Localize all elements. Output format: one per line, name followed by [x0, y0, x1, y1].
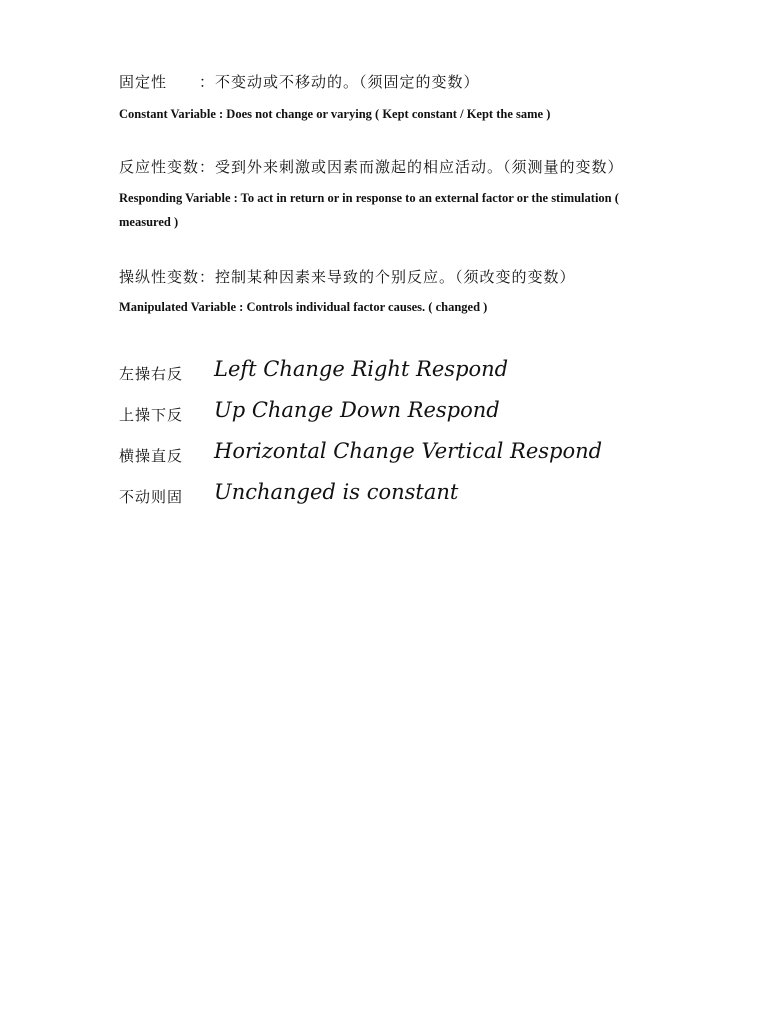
mnemonic-chinese: 上操下反: [119, 406, 184, 424]
mnemonic-chinese: 左操右反: [119, 365, 184, 383]
manipulated-variable-english: Manipulated Variable : Controls individual factor causes. ( changed ): [119, 300, 488, 314]
constant-variable-chinese: 固定性 ：不变动或不移动的。（须固定的变数）: [119, 73, 480, 91]
mnemonic-english: Horizontal Change Vertical Respond: [214, 439, 603, 463]
mnemonic-english: Left Change Right Respond: [214, 357, 509, 381]
mnemonic-english: Unchanged is constant: [214, 480, 459, 504]
manipulated-variable-chinese: 操纵性变数：控制某种因素来导致的个别反应。（须改变的变数）: [119, 268, 576, 286]
responding-variable-chinese: 反应性变数：受到外来刺激或因素而激起的相应活动。（须测量的变数）: [119, 158, 624, 176]
mnemonic-chinese: 横操直反: [119, 447, 184, 465]
mnemonic-chinese: 不动则固: [119, 488, 184, 506]
constant-variable-english: Constant Variable : Does not change or varying ( Kept constant / Kept the same ): [119, 107, 551, 121]
mnemonic-english: Up Change Down Respond: [214, 398, 500, 422]
responding-variable-english: Responding Variable : To act in return or in response to an external factor or the stimulation ( measured ): [119, 191, 619, 229]
